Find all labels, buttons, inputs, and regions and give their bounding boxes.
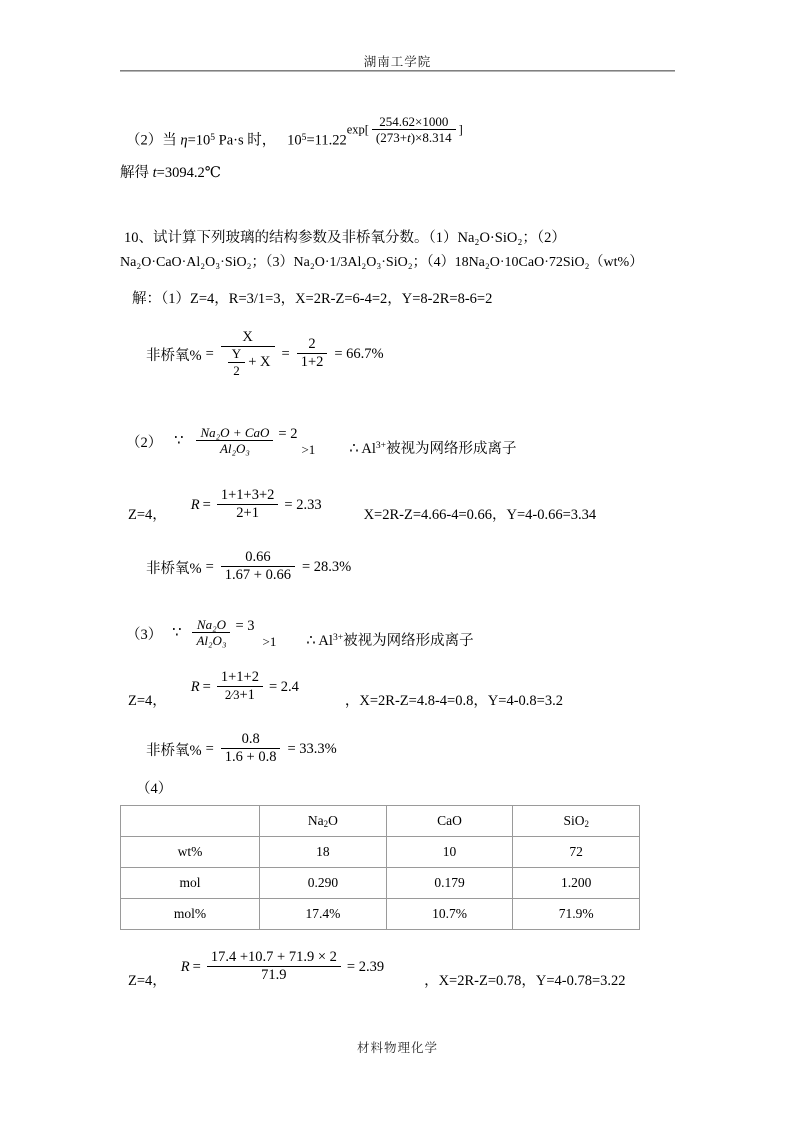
ratio-fraction-3 xyxy=(192,617,230,649)
exp-denominator xyxy=(372,130,456,145)
nbo-fraction-1 xyxy=(221,329,275,379)
cell-molpct-cao: 10.7% xyxy=(386,899,513,930)
exp-label: exp[ xyxy=(346,122,369,137)
equals-1b: = xyxy=(281,346,290,363)
exp-close: ] xyxy=(458,122,463,137)
eta-symbol: η xyxy=(180,132,188,149)
cell-mol-sio2: 1.200 xyxy=(513,868,640,899)
table-header-sio2: SiO$_2$ xyxy=(513,806,640,837)
section-2-ratio xyxy=(126,426,517,458)
nbo-equation-3 xyxy=(146,732,337,767)
ratio-equals-3: = 3 xyxy=(235,618,255,635)
ratio-den-3: Al₂O₃ xyxy=(196,633,227,649)
therefore-statement-2 xyxy=(349,437,516,458)
value-exponent: 5 xyxy=(301,131,307,143)
exp-den-t: t xyxy=(407,130,411,146)
problem-10-line-1: 10、试计算下列玻璃的结构参数及非桥氧分数。（1）Na₂O·SiO₂；（2） xyxy=(124,230,566,246)
nbo-fraction-1b xyxy=(297,336,328,371)
r-equals-4: = xyxy=(192,959,201,976)
section-2-label: （2） xyxy=(126,435,163,452)
cell-mol-na2o: 0.290 xyxy=(260,868,387,899)
eta-eq: =10 xyxy=(187,132,211,149)
nbo-result-1: = 66.7% xyxy=(334,346,384,363)
therefore-txt-2: 被视为网络形成离子 xyxy=(386,441,517,458)
problem-10-line-2: Na₂O·CaO·Al₂O₃·SiO₂；（3）Na₂O·1/3Al₂O₃·SiO₂；（4）18Na₂O·10CaO·72SiO₂（wt%） xyxy=(120,255,644,270)
r-fraction-2 xyxy=(217,487,279,522)
equals-2: = xyxy=(205,559,214,576)
exp-den-a: (273+ xyxy=(375,130,408,146)
r-fraction-3 xyxy=(217,669,263,704)
nbo-result-2: = 28.3% xyxy=(301,559,352,576)
table-row xyxy=(121,837,640,868)
nbo-num-1b: 2 xyxy=(297,336,328,354)
ratio-num-2: Na₂O + CaO xyxy=(196,425,273,441)
r-equation-2 xyxy=(128,488,596,523)
exp-numerator: 254.62×1000 xyxy=(372,114,456,130)
cell-mol-cao: 0.179 xyxy=(386,868,513,899)
row-label-molpct: mol% xyxy=(121,899,260,930)
r-symbol-3: R xyxy=(190,679,200,696)
nbo-fraction-2 xyxy=(221,549,295,584)
nbo-den-plus: + X xyxy=(248,354,271,371)
r-fraction-4 xyxy=(207,949,341,984)
nbo-den-1b: 1+2 xyxy=(300,354,324,371)
section-3-label: （3） xyxy=(126,627,163,644)
nbo-label-2: 非桥氧% xyxy=(146,561,202,578)
therefore-txt-3: 被视为网络形成离子 xyxy=(343,633,474,650)
eta-units: Pa·s 时， xyxy=(215,132,277,149)
solve-prefix: 解得 xyxy=(120,165,153,181)
ratio-equals-2: = 2 xyxy=(278,426,298,443)
because-symbol-2: ∵ xyxy=(174,433,184,450)
xy-values-2: X=2R-Z=4.66-4=0.66，Y=4-0.66=3.34 xyxy=(363,507,597,524)
solution-1-line: 解：（1）Z=4，R=3/1=3，X=2R-Z=6-4=2，Y=8-2R=8-6=2 xyxy=(132,291,493,307)
z-value-4: Z=4， xyxy=(128,973,167,990)
table-row xyxy=(121,899,640,930)
nbo-inner-num: Y xyxy=(228,346,245,362)
r-equals-3: = xyxy=(202,679,211,696)
header-title: 湖南工学院 xyxy=(363,55,432,69)
nbo-label-3: 非桥氧% xyxy=(146,743,202,760)
eta-condition-line xyxy=(126,114,463,152)
row-label-mol: mol xyxy=(121,868,260,899)
nbo-den-2: 1.67 + 0.66 xyxy=(224,567,291,584)
r-den-3-b: 3 xyxy=(233,688,240,703)
solve-value: =3094.2℃ xyxy=(156,165,221,181)
because-symbol-3: ∵ xyxy=(172,625,182,642)
section-3-ratio xyxy=(126,618,474,650)
nbo-equation-2 xyxy=(146,550,351,585)
r-num-3: 1+1+2 xyxy=(217,669,263,687)
r-den-3-slash: ⁄ xyxy=(231,687,234,703)
therefore-sup-3: 3+ xyxy=(332,632,344,644)
cell-molpct-na2o: 17.4% xyxy=(260,899,387,930)
cell-wt-sio2: 72 xyxy=(513,837,640,868)
r-value-4: = 2.39 xyxy=(346,959,385,976)
nbo-fraction-3 xyxy=(221,731,281,766)
header-divider xyxy=(120,70,675,72)
nbo-inner-den: 2 xyxy=(233,362,240,378)
exp-den-b: )×8.314 xyxy=(410,130,452,146)
cell-wt-cao: 10 xyxy=(386,837,513,868)
r-symbol-4: R xyxy=(180,959,190,976)
r-num-2: 1+1+3+2 xyxy=(217,487,279,505)
r-den-3-a: 2 xyxy=(224,688,232,703)
r-symbol-2: R xyxy=(190,497,200,514)
equals-3: = xyxy=(205,741,214,758)
r-equation-4 xyxy=(128,949,626,990)
table-header-cao: CaO xyxy=(386,806,513,837)
cell-molpct-sio2: 71.9% xyxy=(513,899,640,930)
nbo-result-3: = 33.3% xyxy=(287,741,337,758)
ratio-gt-2: >1 xyxy=(301,441,316,457)
r-num-4: 17.4 +10.7 + 71.9 × 2 xyxy=(207,949,341,967)
composition-table xyxy=(120,805,640,930)
ratio-fraction-2 xyxy=(196,425,273,457)
xy-values-4: ，X=2R-Z=0.78，Y=4-0.78=3.22 xyxy=(424,973,626,990)
ratio-den-2: Al₂O₃ xyxy=(219,441,250,457)
r-den-3 xyxy=(217,687,263,704)
z-value-2: Z=4， xyxy=(128,507,167,524)
exponential-expression xyxy=(347,115,463,147)
nbo-num-1: X xyxy=(221,329,275,347)
therefore-sym-3: ∴ Al xyxy=(306,633,333,650)
nbo-label-1: 非桥氧% xyxy=(146,348,202,365)
page-header xyxy=(120,52,675,71)
table-corner-cell xyxy=(121,806,260,837)
eta-exponent: 5 xyxy=(210,131,216,143)
solution-temperature-line xyxy=(120,164,221,184)
nbo-inner-fraction xyxy=(228,346,245,378)
section-4-label: （4） xyxy=(136,781,173,797)
therefore-sym-2: ∴ Al xyxy=(349,441,376,458)
r-den-4: 71.9 xyxy=(261,967,287,984)
r-den-3-c: +1 xyxy=(239,687,255,704)
z-value-3: Z=4， xyxy=(128,693,167,710)
table-header-row xyxy=(121,806,640,837)
value-base: 10 xyxy=(287,132,302,149)
value-equals: =11.22 xyxy=(306,132,347,149)
solve-variable: t xyxy=(152,165,157,181)
nbo-num-2: 0.66 xyxy=(221,549,295,567)
xy-values-3: ，X=2R-Z=4.8-4=0.8，Y=4-0.8=3.2 xyxy=(344,693,563,710)
r-equals-2: = xyxy=(202,497,211,514)
nbo-den-1 xyxy=(221,347,275,379)
nbo-equation-1 xyxy=(146,330,384,380)
nbo-num-3: 0.8 xyxy=(221,731,281,749)
equals-1: = xyxy=(205,346,214,363)
page-footer: 材料物理化学 xyxy=(356,1041,438,1055)
r-value-2: = 2.33 xyxy=(284,497,322,514)
eta-prefix: （2）当 xyxy=(126,132,181,149)
table-header-na2o: $Na_2O$ xyxy=(260,806,387,837)
r-value-3: = 2.4 xyxy=(268,679,299,696)
r-equation-3 xyxy=(128,669,563,710)
ratio-num-3: Na₂O xyxy=(192,617,230,633)
therefore-statement-3 xyxy=(306,629,473,650)
nbo-den-3: 1.6 + 0.8 xyxy=(224,749,277,766)
therefore-sup-2: 3+ xyxy=(375,440,387,452)
r-den-2: 2+1 xyxy=(236,505,259,522)
table-row xyxy=(121,868,640,899)
cell-wt-na2o: 18 xyxy=(260,837,387,868)
ratio-gt-3: >1 xyxy=(262,633,277,649)
row-label-wt: wt% xyxy=(121,837,260,868)
exp-fraction xyxy=(372,114,456,146)
